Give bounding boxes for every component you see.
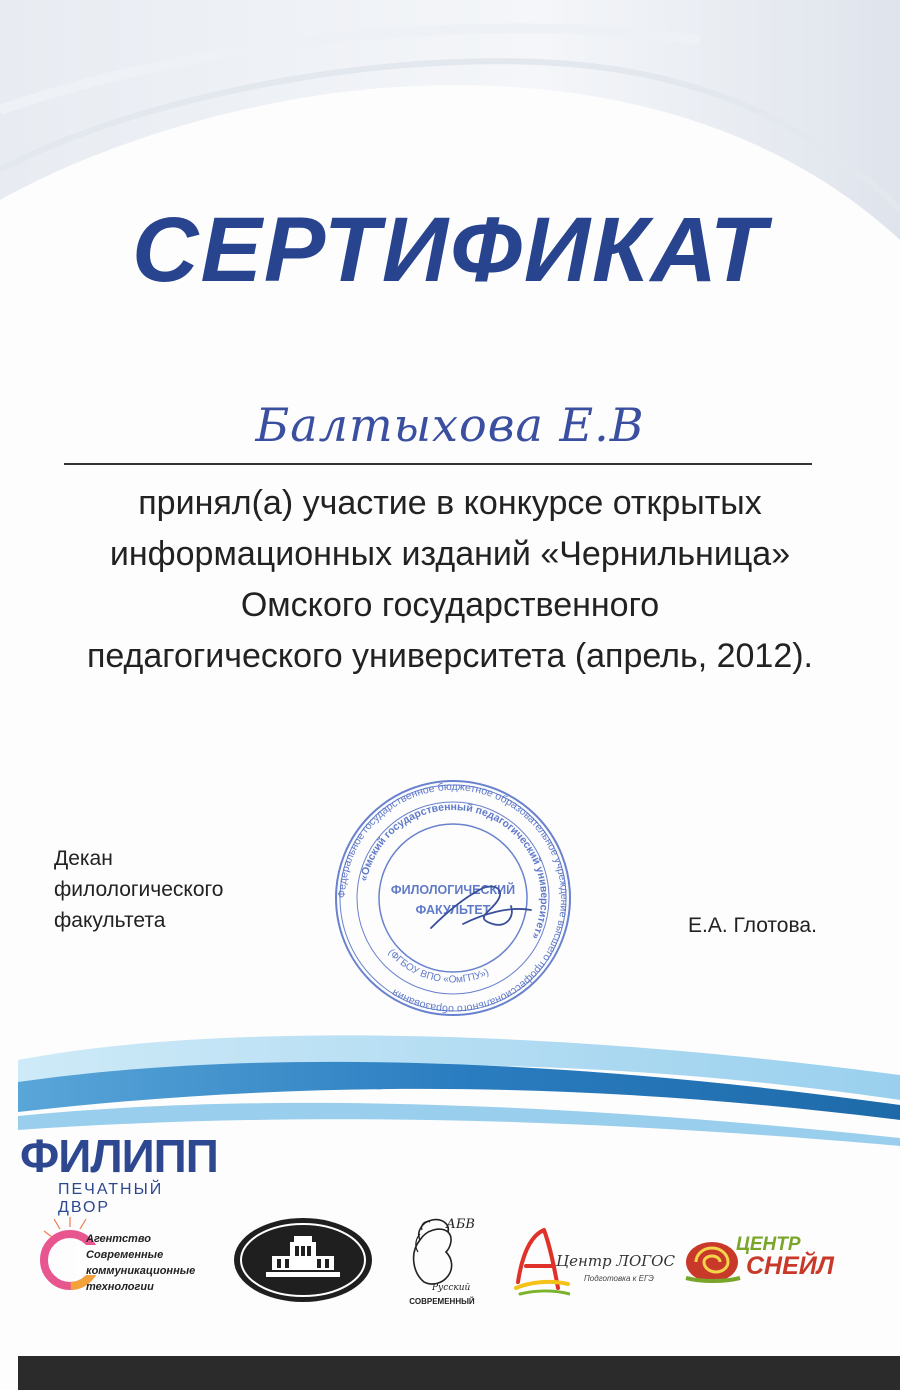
scan-bottom-edge [18,1356,900,1390]
stamp-bottom-text: (ФГБОУ ВПО «ОмГПУ») [385,947,491,986]
position-line: факультета [54,909,166,932]
faculty-stamp [333,778,573,1018]
position-line: филологического [54,878,224,901]
agency-logo-text [86,1231,195,1295]
recipient-underline [64,463,812,465]
body-line: Омского государственного [240,586,660,624]
filipp-logo [20,1130,220,1217]
recipient-name: Балтыхова Е.В [255,398,645,452]
position-line: Декан [54,847,113,870]
agency-logo [40,1215,240,1305]
stamp-outer-text: Федеральное государственное бюджетное образовательное учреждение высшего профессионального образования [335,780,571,1016]
sneil-center-logo [682,1230,872,1290]
stamp-center-line1: ФИЛОЛОГИЧЕСКИЙ [390,883,516,897]
certificate-body [20,478,880,682]
body-line: информационных изданий «Чернильница» [109,535,791,573]
snail-icon [682,1230,742,1290]
logos-center-logo [510,1222,680,1302]
body-line: принял(а) участие в конкурсе открытых [138,484,762,522]
svg-text:(ФГБОУ ВПО «ОмГПУ») [386,947,491,985]
sneil-line2: СНЕЙЛ [746,1252,834,1280]
russian-modern-label: СОВРЕМЕННЫЙ [409,1297,475,1306]
russian-script: Русский [432,1283,471,1293]
filipp-logo-subtitle: ПЕЧАТНЫЙ ДВОР [58,1181,164,1216]
monogram: АБВ [446,1217,475,1232]
stamp-center-line2: ФАКУЛЬТЕТ [415,903,491,917]
logos-center-subtitle: Подготовка к ЕГЭ [584,1274,654,1283]
filipp-logo-name: ФИЛИПП [20,1130,218,1182]
certificate-title: СЕРТИФИКАТ [132,199,768,301]
sneil-line1: ЦЕНТР [736,1234,801,1255]
agency-line: Агентство [86,1233,151,1245]
portrait-icon [402,1212,482,1294]
stamp-inner-text: «Омский государственный педагогический университет» [357,800,551,942]
agency-line: технологии [86,1281,154,1293]
body-line: педагогического университета (апрель, 2012). [86,637,814,675]
university-building-logo [232,1216,374,1304]
logos-center-name: Центр ЛОГОС [556,1252,675,1270]
signer-name: Е.А. Глотова. [688,914,817,937]
signer-position [54,843,223,936]
agency-line: коммуникационные [86,1265,196,1277]
russian-modern-logo [402,1212,482,1310]
agency-line: Современные [86,1249,164,1261]
